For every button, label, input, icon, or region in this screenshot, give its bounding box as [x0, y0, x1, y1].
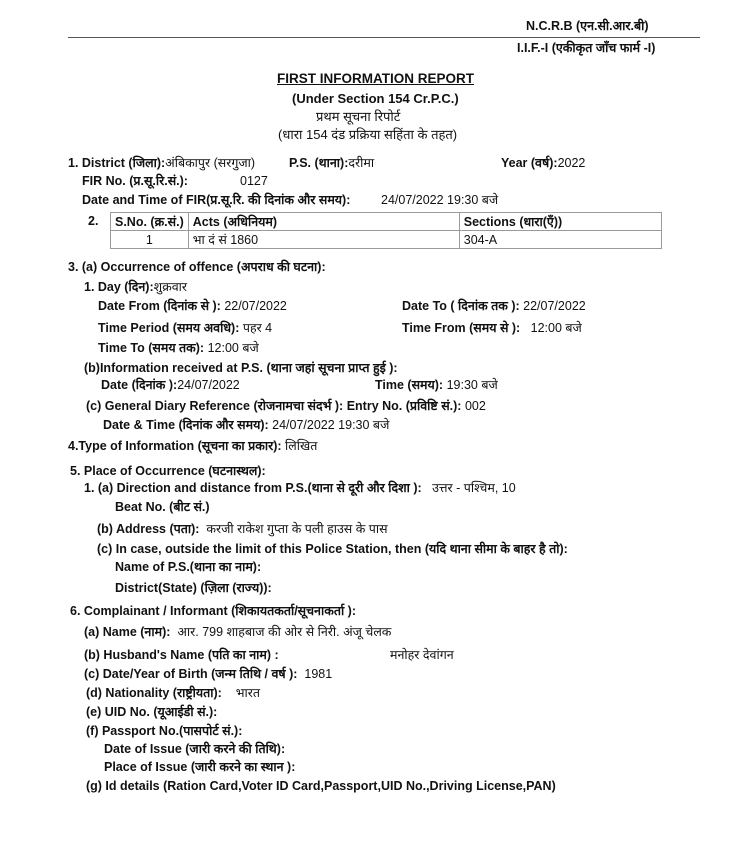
entry-label: Entry No. (प्रविष्टि सं.):	[346, 399, 462, 413]
info-time-label: Time (समय):	[375, 378, 444, 392]
dob-value: 1981	[304, 667, 333, 681]
date-from-label: Date From (दिनांक से ):	[98, 299, 221, 313]
day-row	[84, 279, 187, 295]
table-header-row	[111, 213, 662, 231]
direction-label: 1. (a) Direction and distance from P.S.(थाना से दूरी और दिशा ):	[84, 481, 422, 495]
year-value: 2022	[557, 156, 586, 170]
fir-datetime-value: 24/07/2022 19:30 बजे	[381, 193, 499, 207]
time-to-value: 12:00 बजे	[207, 341, 259, 355]
ps-row	[289, 155, 374, 171]
time-from-value: 12:00 बजे	[530, 321, 582, 335]
time-period-label: Time Period (समय अवधि):	[98, 321, 240, 335]
nationality-value: भारत	[235, 686, 260, 700]
title-hindi-section: (धारा 154 दंड प्रक्रिया सहिंता के तहत)	[278, 127, 458, 142]
info-date-label: Date (दिनांक ):	[101, 378, 178, 392]
time-period-row	[98, 320, 272, 336]
gd-datetime-label: Date & Time (दिनांक और समय):	[103, 418, 269, 432]
page-title: FIRST INFORMATION REPORT	[277, 71, 474, 86]
address-value: करजी राकेश गुप्ता के पली हाउस के पास	[206, 522, 388, 536]
outside-limit-label: (c) In case, outside the limit of this Police Station, then (यदि थाना सीमा के बाहर है तो):	[97, 542, 568, 556]
passport-label: (f) Passport No.(पासपोर्ट सं.):	[86, 724, 243, 738]
time-to-row	[98, 340, 259, 356]
table-cell-acts: भा दं सं 1860	[188, 231, 459, 249]
date-to-label: Date To ( दिनांक तक ):	[402, 299, 520, 313]
ps-label: P.S. (थाना):	[289, 156, 349, 170]
district-value: अंबिकापुर (सरगुजा)	[165, 156, 256, 170]
table-header-acts: Acts (अधिनियम)	[188, 213, 459, 231]
item2-label: 2.	[88, 214, 99, 228]
district-label: 1. District (जिला):	[68, 156, 166, 170]
time-period-value: पहर 4	[242, 321, 273, 335]
general-diary-row	[86, 398, 486, 414]
address-label: (b) Address (पता):	[97, 522, 200, 536]
table-row	[111, 231, 662, 249]
ps-value: दरीमा	[348, 156, 375, 170]
fir-datetime-label: Date and Time of FIR(प्र.सू.रि. की दिनांक और समय):	[82, 193, 351, 207]
date-of-issue-label: Date of Issue (जारी करने की तिथि):	[104, 742, 286, 756]
day-label: 1. Day (दिन):	[84, 280, 154, 294]
date-from-row	[98, 298, 287, 314]
fir-value: 0127	[240, 174, 268, 188]
year-label: Year (वर्ष):	[501, 156, 558, 170]
complainant-name-label: (a) Name (नाम):	[84, 625, 171, 639]
table-cell-sections: 304-A	[459, 231, 661, 249]
nationality-label: (d) Nationality (राष्ट्रीयता):	[86, 686, 222, 700]
place-of-issue-label: Place of Issue (जारी करने का स्थान ):	[104, 760, 296, 774]
info-received-label: (b)Information received at P.S. (थाना जहां सूचना प्राप्त हुई ):	[84, 361, 398, 375]
uid-label: (e) UID No. (यूआईडी सं.):	[86, 705, 218, 719]
name-of-ps-label: Name of P.S.(थाना का नाम):	[115, 560, 262, 574]
place-heading: 5. Place of Occurrence (घटनास्थल):	[70, 464, 266, 478]
dob-label: (c) Date/Year of Birth (जन्म तिथि / वर्ष ):	[84, 667, 298, 681]
info-date-value: 24/07/2022	[177, 378, 240, 392]
entry-value: 002	[464, 399, 486, 413]
complainant-heading: 6. Complainant / Informant (शिकायतकर्ता/सूचनाकर्ता ):	[70, 604, 356, 618]
date-from-value: 22/07/2022	[224, 299, 287, 313]
fir-label: FIR No. (प्र.सू.रि.सं.):	[82, 174, 188, 188]
husband-name-value: मनोहर देवांगन	[390, 648, 454, 662]
info-type-label: 4.Type of Information (सूचना का प्रकार):	[68, 439, 282, 453]
gd-datetime-value: 24/07/2022 19:30 बजे	[272, 418, 390, 432]
iif-header: I.I.F.-I (एकीकृत जाँच फार्म -I)	[517, 41, 656, 55]
id-details-label: (g) Id details (Ration Card,Voter ID Card,Passport,UID No.,Driving License,PAN)	[86, 779, 556, 793]
time-from-row	[402, 320, 582, 336]
title-section: (Under Section 154 Cr.P.C.)	[292, 91, 459, 106]
ncrb-header: N.C.R.B (एन.सी.आर.बी)	[526, 19, 649, 33]
day-value: शुक्रवार	[153, 280, 188, 294]
info-time-value: 19:30 बजे	[446, 378, 498, 392]
district-row	[68, 155, 255, 171]
dob-row	[84, 666, 332, 682]
title-hindi: प्रथम सूचना रिपोर्ट	[316, 109, 401, 124]
year-row	[501, 155, 585, 171]
table-header-sno: S.No. (क्र.सं.)	[111, 213, 189, 231]
info-time-row	[375, 377, 498, 393]
time-to-label: Time To (समय तक):	[98, 341, 205, 355]
nationality-row	[86, 685, 260, 701]
complainant-name-row	[84, 624, 391, 640]
address-row	[97, 521, 388, 537]
complainant-name-value: आर. 799 शाहबाज की ओर से निरी. अंजू चेलक	[177, 625, 392, 639]
info-type-value: लिखित	[285, 439, 318, 453]
info-date-row	[101, 377, 240, 393]
table-cell-sno: 1	[111, 231, 189, 249]
general-diary-label: (c) General Diary Reference (रोजनामचा संदर्भ ):	[86, 399, 344, 413]
gd-datetime-row	[103, 417, 389, 433]
header-divider	[68, 37, 700, 38]
beat-label: Beat No. (बीट सं.)	[115, 500, 210, 514]
husband-name-label: (b) Husband's Name (पति का नाम) :	[84, 648, 279, 662]
date-to-row	[402, 298, 586, 314]
acts-table	[110, 212, 662, 249]
district-state-label: District(State) (ज़िला (राज्य)):	[115, 581, 272, 595]
direction-row	[84, 480, 516, 496]
table-header-sections: Sections (धारा(एँ))	[459, 213, 661, 231]
date-to-value: 22/07/2022	[523, 299, 586, 313]
time-from-label: Time From (समय से ):	[402, 321, 521, 335]
info-type-row	[68, 438, 317, 454]
direction-value: उत्तर - पश्चिम, 10	[432, 481, 516, 495]
occurrence-heading: 3. (a) Occurrence of offence (अपराध की घटना):	[68, 260, 326, 274]
